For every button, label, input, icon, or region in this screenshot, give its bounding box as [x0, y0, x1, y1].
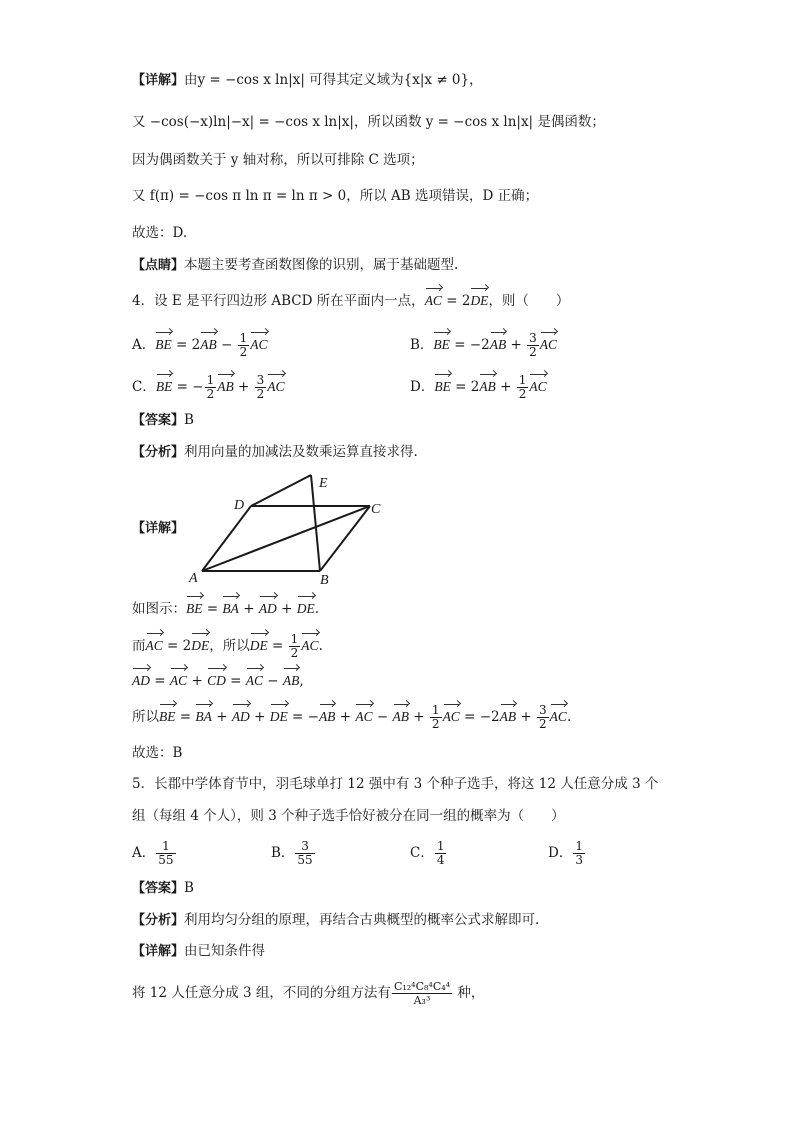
q4-option-a: A．BE = 2AB − $\frac{1}{2}$ AC	[132, 331, 268, 359]
label-a: A	[189, 571, 198, 586]
option-label: C．	[410, 845, 434, 861]
numerator: C₁₂⁴C₈⁴C₄⁴	[393, 980, 451, 993]
q4-detail-2: 而AC = 2DE，所以DE = $\frac{1}{2}$ AC.	[132, 632, 323, 660]
q4-stem	[132, 291, 569, 311]
q4-option-b: B．BE = −2AB + $\frac{3}{2}$ AC	[410, 331, 558, 359]
q4-detail-3: AD = AC + CD = AC − AB,	[132, 673, 304, 689]
q4-stem-eq: AC = 2DE	[424, 293, 489, 309]
q5-answer: B	[184, 880, 194, 896]
q4-conclusion: 故选：B	[132, 745, 183, 761]
numerator: 1	[156, 840, 175, 854]
q3-detail-line	[132, 70, 483, 91]
q5-option-d	[548, 840, 586, 867]
label-c: C	[371, 502, 381, 517]
q3-line4: 又 f(π) = −cos π ln π = ln π > 0，所以 AB 选项错误，D 正确；	[132, 188, 539, 204]
q5-analysis-line	[132, 910, 539, 931]
q4-detail-1: 如图示：BE = BA + AD + DE.	[132, 601, 320, 617]
denominator: 55	[297, 853, 313, 867]
analysis-tag: 【分析】	[132, 913, 185, 928]
denominator: 55	[158, 853, 174, 867]
q5-option-a	[132, 840, 177, 867]
q5-detail: 由已知条件得	[184, 943, 266, 959]
q4-stem-tail: ，则（ ）	[488, 293, 570, 309]
q5-stem-2: 组（每组 4 个人），则 3 个种子选手恰好被分在同一组的概率为（ ）	[132, 808, 565, 824]
option-label: B．	[271, 845, 295, 861]
option-label: A．	[132, 845, 156, 861]
q5-last-text: 将 12 人任意分成 3 组，不同的分组方法有	[132, 985, 391, 1001]
q4-analysis: 利用向量的加减法及数乘运算直接求得.	[184, 444, 418, 460]
q5-answer-line	[132, 878, 194, 899]
denominator: 4	[436, 853, 445, 867]
q5-last-tail: 种，	[457, 985, 485, 1001]
q3-remark: 本题主要考查函数图像的识别，属于基础题型.	[184, 257, 459, 273]
q3-line5: 故选：D.	[132, 225, 188, 241]
numerator: 3	[295, 840, 314, 854]
parallelogram-figure	[180, 468, 400, 593]
detail-text: 所以	[132, 709, 159, 725]
detail-text: ，所以	[209, 638, 250, 654]
detail-tag: 【详解】	[132, 944, 185, 959]
detail-text: 而	[132, 638, 146, 654]
denominator: 3	[575, 853, 583, 867]
q3-line3: 因为偶函数关于 y 轴对称，所以可排除 C 选项；	[132, 152, 424, 168]
denominator: A₃³	[413, 994, 431, 1007]
q5-option-c	[410, 840, 447, 867]
q3-line2: 又 −cos(−x)ln|−x| = −cos x ln|x|，所以函数 y = −cos x ln|x| 是偶函数；	[132, 114, 605, 130]
q5-stem-1: 5．长郡中学体育节中，羽毛球单打 12 强中有 3 个种子选手，将这 12 人任意分成 3 个	[132, 776, 659, 792]
q5-comb-fraction	[392, 980, 452, 1007]
q4-detail-4: 所以BE = BA + AD + DE = −AB + AC − AB + $\frac{1}{2}$ AC = −2AB + $\frac{3}{2}$ AC.	[132, 703, 572, 731]
option-label: D．	[548, 845, 573, 861]
q5-analysis: 利用均匀分组的原理，再结合古典概型的概率公式求解即可.	[184, 912, 540, 928]
segment-de	[251, 475, 311, 506]
q5-last-line	[132, 980, 484, 1007]
detail-text: 如图示：	[132, 601, 186, 617]
analysis-tag: 【分析】	[132, 445, 185, 460]
q5-option-b	[271, 840, 316, 867]
label-b: B	[320, 573, 329, 588]
label-d: D	[234, 498, 245, 513]
q4-option-d: D．BE = 2AB + $\frac{1}{2}$ AC	[410, 373, 547, 401]
answer-tag: 【答案】	[132, 881, 185, 896]
q4-answer: B	[184, 412, 194, 428]
option-label: A．	[132, 337, 156, 353]
detail-tag: 【详解】	[132, 521, 185, 536]
answer-tag: 【答案】	[132, 413, 185, 428]
numerator: 1	[436, 839, 445, 853]
label-e: E	[319, 476, 328, 491]
option-label: C．	[132, 379, 156, 395]
q3-line1: 由y = −cos x ln|x| 可得其定义域为{x|x ≠ 0}，	[184, 72, 483, 88]
numerator: 1	[575, 839, 583, 853]
q4-stem-text: 4．设 E 是平行四边形 ABCD 所在平面内一点，	[132, 293, 425, 309]
q4-analysis-line	[132, 442, 418, 463]
q4-option-c: C．BE = − $\frac{1}{2}$ AB + $\frac{3}{2}$ AC	[132, 373, 285, 401]
q3-remark-line	[132, 255, 458, 276]
remark-tag: 【点睛】	[132, 258, 185, 273]
option-label: D．	[410, 379, 435, 395]
option-label: B．	[410, 337, 434, 353]
q4-detail-tag-line	[132, 518, 184, 539]
detail-tag: 【详解】	[132, 73, 185, 88]
q5-detail-line	[132, 941, 265, 962]
q4-answer-line	[132, 410, 194, 431]
